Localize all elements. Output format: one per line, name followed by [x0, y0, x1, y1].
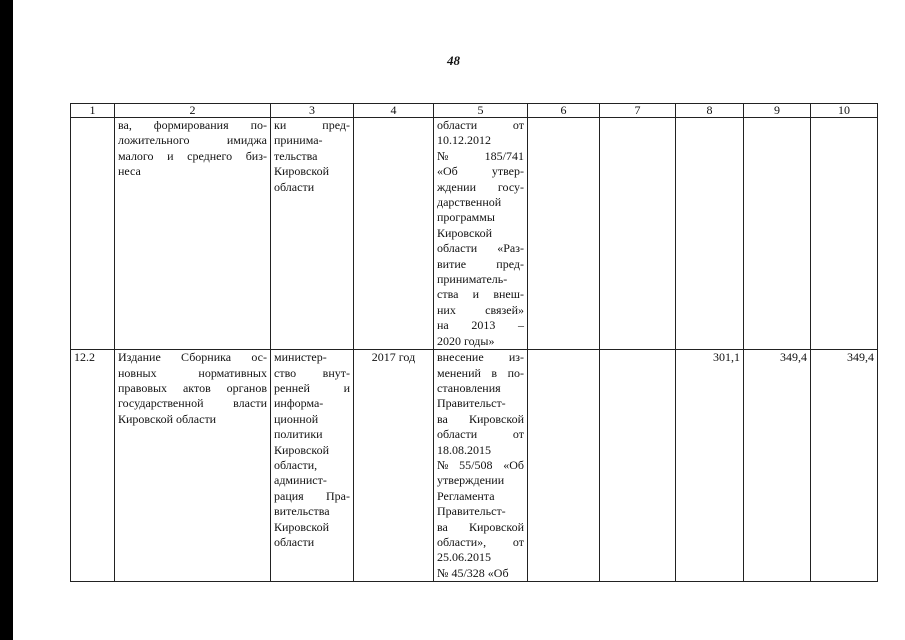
text-line: политики	[274, 427, 323, 442]
text-line: Кировской	[274, 442, 329, 457]
value-cell	[676, 118, 744, 350]
text-line: Кировской	[274, 164, 329, 179]
text-line: Кировской области	[118, 411, 217, 426]
text-line: министер-	[274, 350, 327, 365]
text-line: «Об утвер-	[437, 164, 524, 179]
header-cell: 3	[271, 104, 354, 118]
text-line: витие пред-	[437, 256, 524, 271]
text-line: Издание Сборника ос-	[118, 350, 267, 365]
text-line: области	[274, 179, 315, 194]
text-line: 18.08.2015	[437, 442, 491, 457]
text-line: Кировской	[274, 519, 329, 534]
text-line: ки пред-	[274, 118, 350, 132]
row-number-cell	[71, 118, 115, 350]
text-line: новных нормативных	[118, 365, 267, 380]
document-cell	[434, 118, 528, 350]
header-cell: 9	[744, 104, 811, 118]
text-line: становления	[437, 380, 501, 395]
header-cell: 10	[811, 104, 878, 118]
text-line: дарственной	[437, 195, 502, 210]
text-line: неса	[118, 164, 141, 179]
row-number-cell: 12.2	[71, 350, 115, 582]
text-line: информа-	[274, 396, 324, 411]
text-line: ва Кировской	[437, 519, 524, 534]
text-line: Правительст-	[437, 396, 506, 411]
table-row	[71, 118, 878, 350]
text-line: ство внут-	[274, 365, 350, 380]
program-table	[70, 103, 878, 582]
header-cell: 6	[528, 104, 600, 118]
text-line: тельства	[274, 148, 318, 163]
text-line: утверждении	[437, 473, 505, 488]
text-line: области,	[274, 457, 318, 472]
text-line: государственной власти	[118, 396, 267, 411]
header-cell: 1	[71, 104, 115, 118]
text-line: внесение из-	[437, 350, 524, 365]
header-cell: 7	[600, 104, 676, 118]
text-line: правовых актов органов	[118, 380, 267, 395]
text-line: Кировской	[437, 225, 492, 240]
text-line: на 2013 –	[437, 318, 524, 333]
activity-cell	[115, 118, 271, 350]
value-cell	[744, 118, 811, 350]
text-line: области», от	[437, 534, 524, 549]
text-line: области от	[437, 427, 524, 442]
table-row	[71, 350, 878, 582]
text-line: № 55/508 «Об	[437, 457, 524, 472]
value-cell	[811, 118, 878, 350]
text-line: рация Пра-	[274, 488, 350, 503]
text-line: 10.12.2012	[437, 133, 491, 148]
value-cell: 349,4	[744, 350, 811, 582]
text-line: менений в по-	[437, 365, 524, 380]
text-line: области «Раз-	[437, 241, 524, 256]
value-cell: 349,4	[811, 350, 878, 582]
document-cell	[434, 350, 528, 582]
text-line: них связей»	[437, 302, 524, 317]
text-line: № 185/741	[437, 148, 524, 163]
text-line: ционной	[274, 411, 319, 426]
header-cell: 8	[676, 104, 744, 118]
text-line: области	[274, 534, 315, 549]
value-cell	[600, 350, 676, 582]
deadline-cell: 2017 год	[354, 350, 434, 582]
scan-edge-bar	[0, 0, 13, 640]
executor-cell	[271, 350, 354, 582]
text-line: ренней и	[274, 380, 350, 395]
text-line: ждении госу-	[437, 179, 524, 194]
executor-cell	[271, 118, 354, 350]
text-line: ва Кировской	[437, 411, 524, 426]
deadline-cell	[354, 118, 434, 350]
text-line: Регламента	[437, 488, 495, 503]
header-cell: 2	[115, 104, 271, 118]
header-row	[71, 104, 878, 118]
text-line: программы	[437, 210, 495, 225]
value-cell: 301,1	[676, 350, 744, 582]
text-line: админист-	[274, 473, 327, 488]
text-line: 2020 годы»	[437, 333, 495, 348]
header-cell: 4	[354, 104, 434, 118]
text-line: малого и среднего биз-	[118, 148, 267, 163]
text-line: вительства	[274, 504, 330, 519]
header-cell: 5	[434, 104, 528, 118]
text-line: ства и внеш-	[437, 287, 524, 302]
value-cell	[600, 118, 676, 350]
text-line: приниматель-	[437, 272, 508, 287]
text-line: 25.06.2015	[437, 550, 491, 565]
text-line: области от	[437, 118, 524, 132]
activity-cell	[115, 350, 271, 582]
text-line: № 45/328 «Об	[437, 565, 509, 580]
text-line: ва, формирования по-	[118, 118, 267, 132]
page-number: 48	[447, 53, 460, 68]
text-line: принима-	[274, 133, 323, 148]
text-line: ложительного имиджа	[118, 133, 267, 148]
value-cell	[528, 118, 600, 350]
value-cell	[528, 350, 600, 582]
text-line: Правительст-	[437, 504, 506, 519]
